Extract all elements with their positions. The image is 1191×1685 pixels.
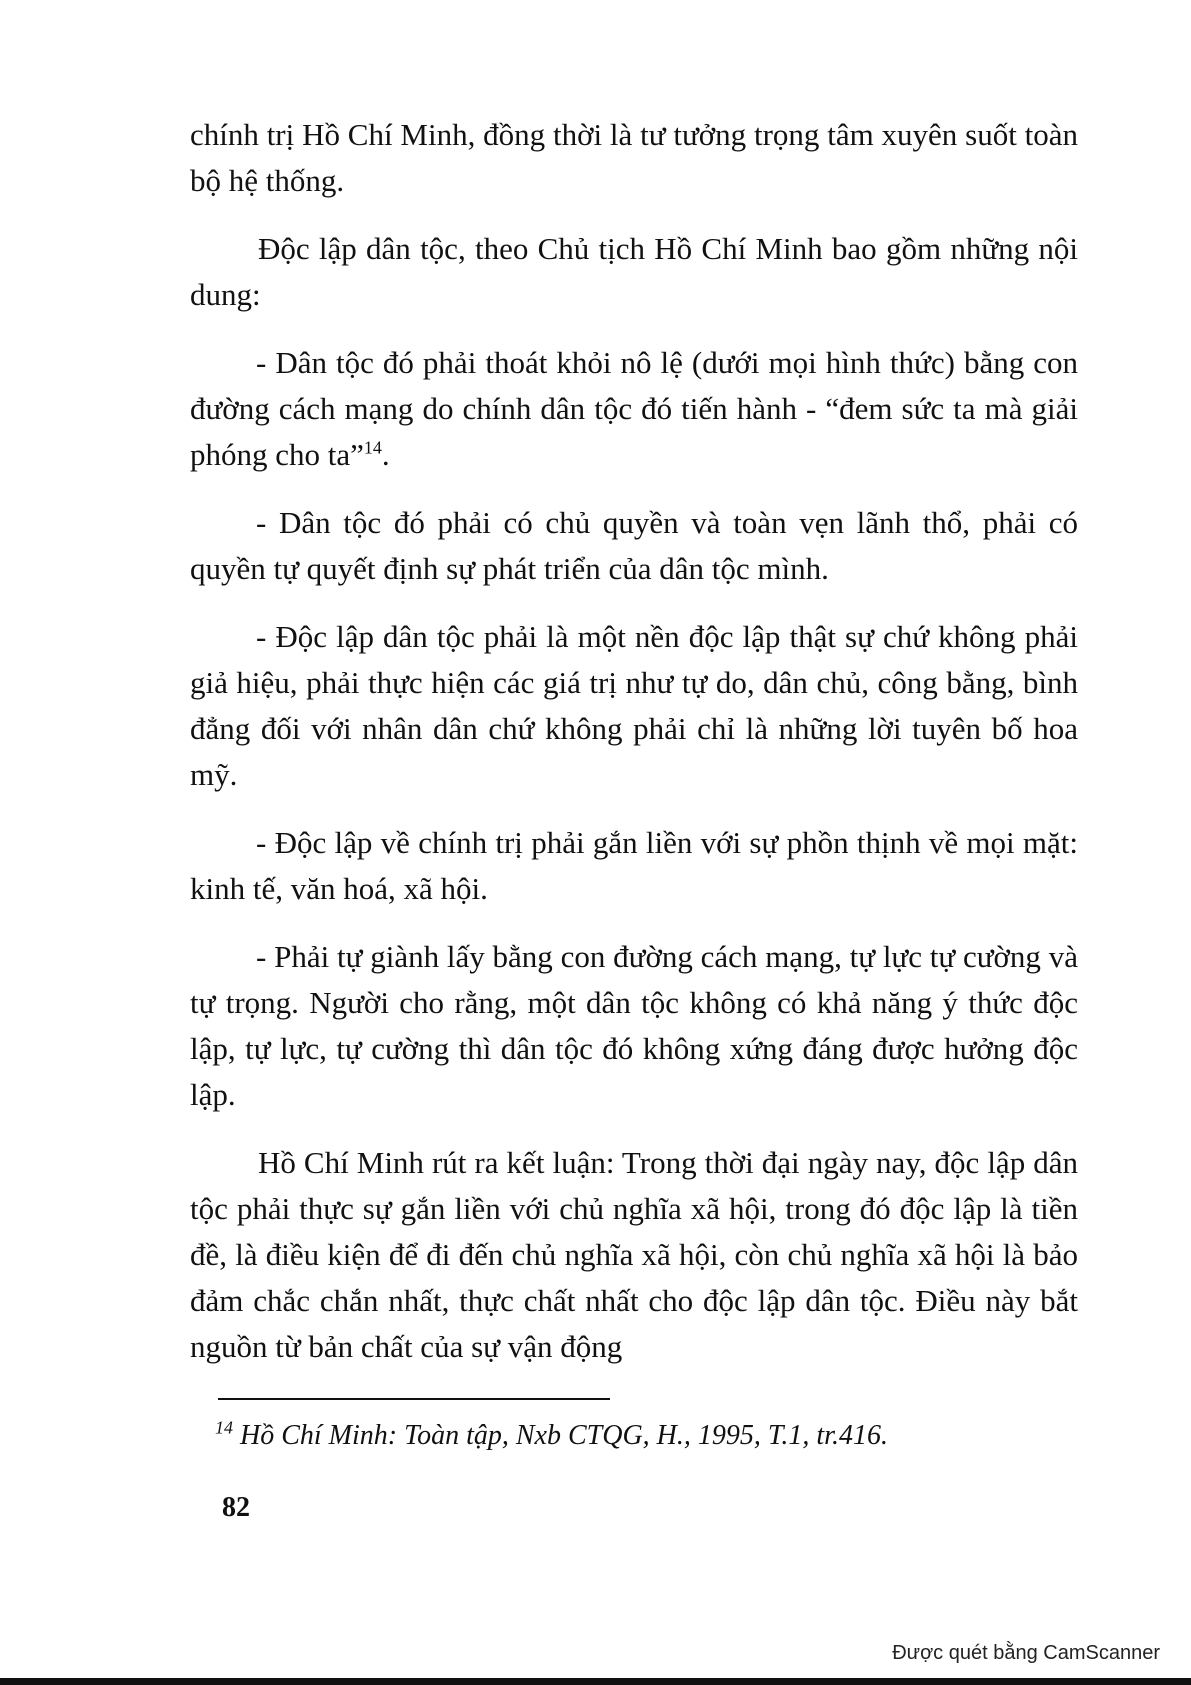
bullet-paragraph: [190, 340, 1078, 478]
footnote-text: Hồ Chí Minh: Toàn tập, Nxb CTQG, H., 1995, T.1, tr.416.: [233, 1420, 888, 1451]
footnote-divider: [218, 1398, 610, 1400]
bullet-paragraph: - Dân tộc đó phải có chủ quyền và toàn vẹn lãnh thổ, phải có quyền tự quyết định sự phát triển của dân tộc mình.: [190, 505, 1078, 586]
paragraph-continuation: chính trị Hồ Chí Minh, đồng thời là tư tưởng trọng tâm xuyên suốt toàn bộ hệ thống.: [190, 117, 1078, 198]
bullet-paragraph: - Độc lập dân tộc phải là một nền độc lập thật sự chứ không phải giả hiệu, phải thực hiện các giá trị như tự do, dân chủ, công bằng, bình đẳng đối với nhân dân chứ không phải chỉ là những lời tuyên bố hoa mỹ.: [190, 619, 1078, 792]
bullet-end: .: [381, 437, 390, 472]
bullet-text: - Dân tộc đó phải thoát khỏi nô lệ (dưới mọi hình thức) bằng con đường cách mạng do chính dân tộc đó tiến hành - “đem sức ta mà giải phóng cho ta”: [190, 345, 1078, 472]
scan-edge-bar: [0, 1678, 1191, 1685]
scanner-watermark: Được quét bằng CamScanner: [892, 1642, 1160, 1664]
bullet-paragraph: - Độc lập về chính trị phải gắn liền với sự phồn thịnh về mọi mặt: kinh tế, văn hoá, xã hội.: [190, 825, 1078, 906]
footnote-reference: 14: [363, 437, 382, 458]
bullet-paragraph: - Phải tự giành lấy bằng con đường cách mạng, tự lực tự cường và tự trọng. Người cho rằng, một dân tộc không có khả năng ý thức độc lập, tự lực, tự cường thì dân tộc đó không xứng đáng được hưởng độc lập.: [190, 939, 1078, 1112]
paragraph-conclusion: Hồ Chí Minh rút ra kết luận: Trong thời đại ngày nay, độc lập dân tộc phải thực sự gắn liền với chủ nghĩa xã hội, trong đó độc lập là tiền đề, là điều kiện để đi đến chủ nghĩa xã hội, còn chủ nghĩa xã hội là bảo đảm chắc chắn nhất, thực chất nhất cho độc lập dân tộc. Điều này bắt nguồn từ bản chất của sự vận động: [190, 1145, 1078, 1364]
paragraph-independence-intro: Độc lập dân tộc, theo Chủ tịch Hồ Chí Minh bao gồm những nội dung:: [190, 231, 1078, 312]
body-text: [190, 112, 1078, 1392]
footnote: [215, 1416, 1035, 1456]
page-number: 82: [222, 1492, 250, 1523]
footnote-number: 14: [215, 1417, 233, 1438]
